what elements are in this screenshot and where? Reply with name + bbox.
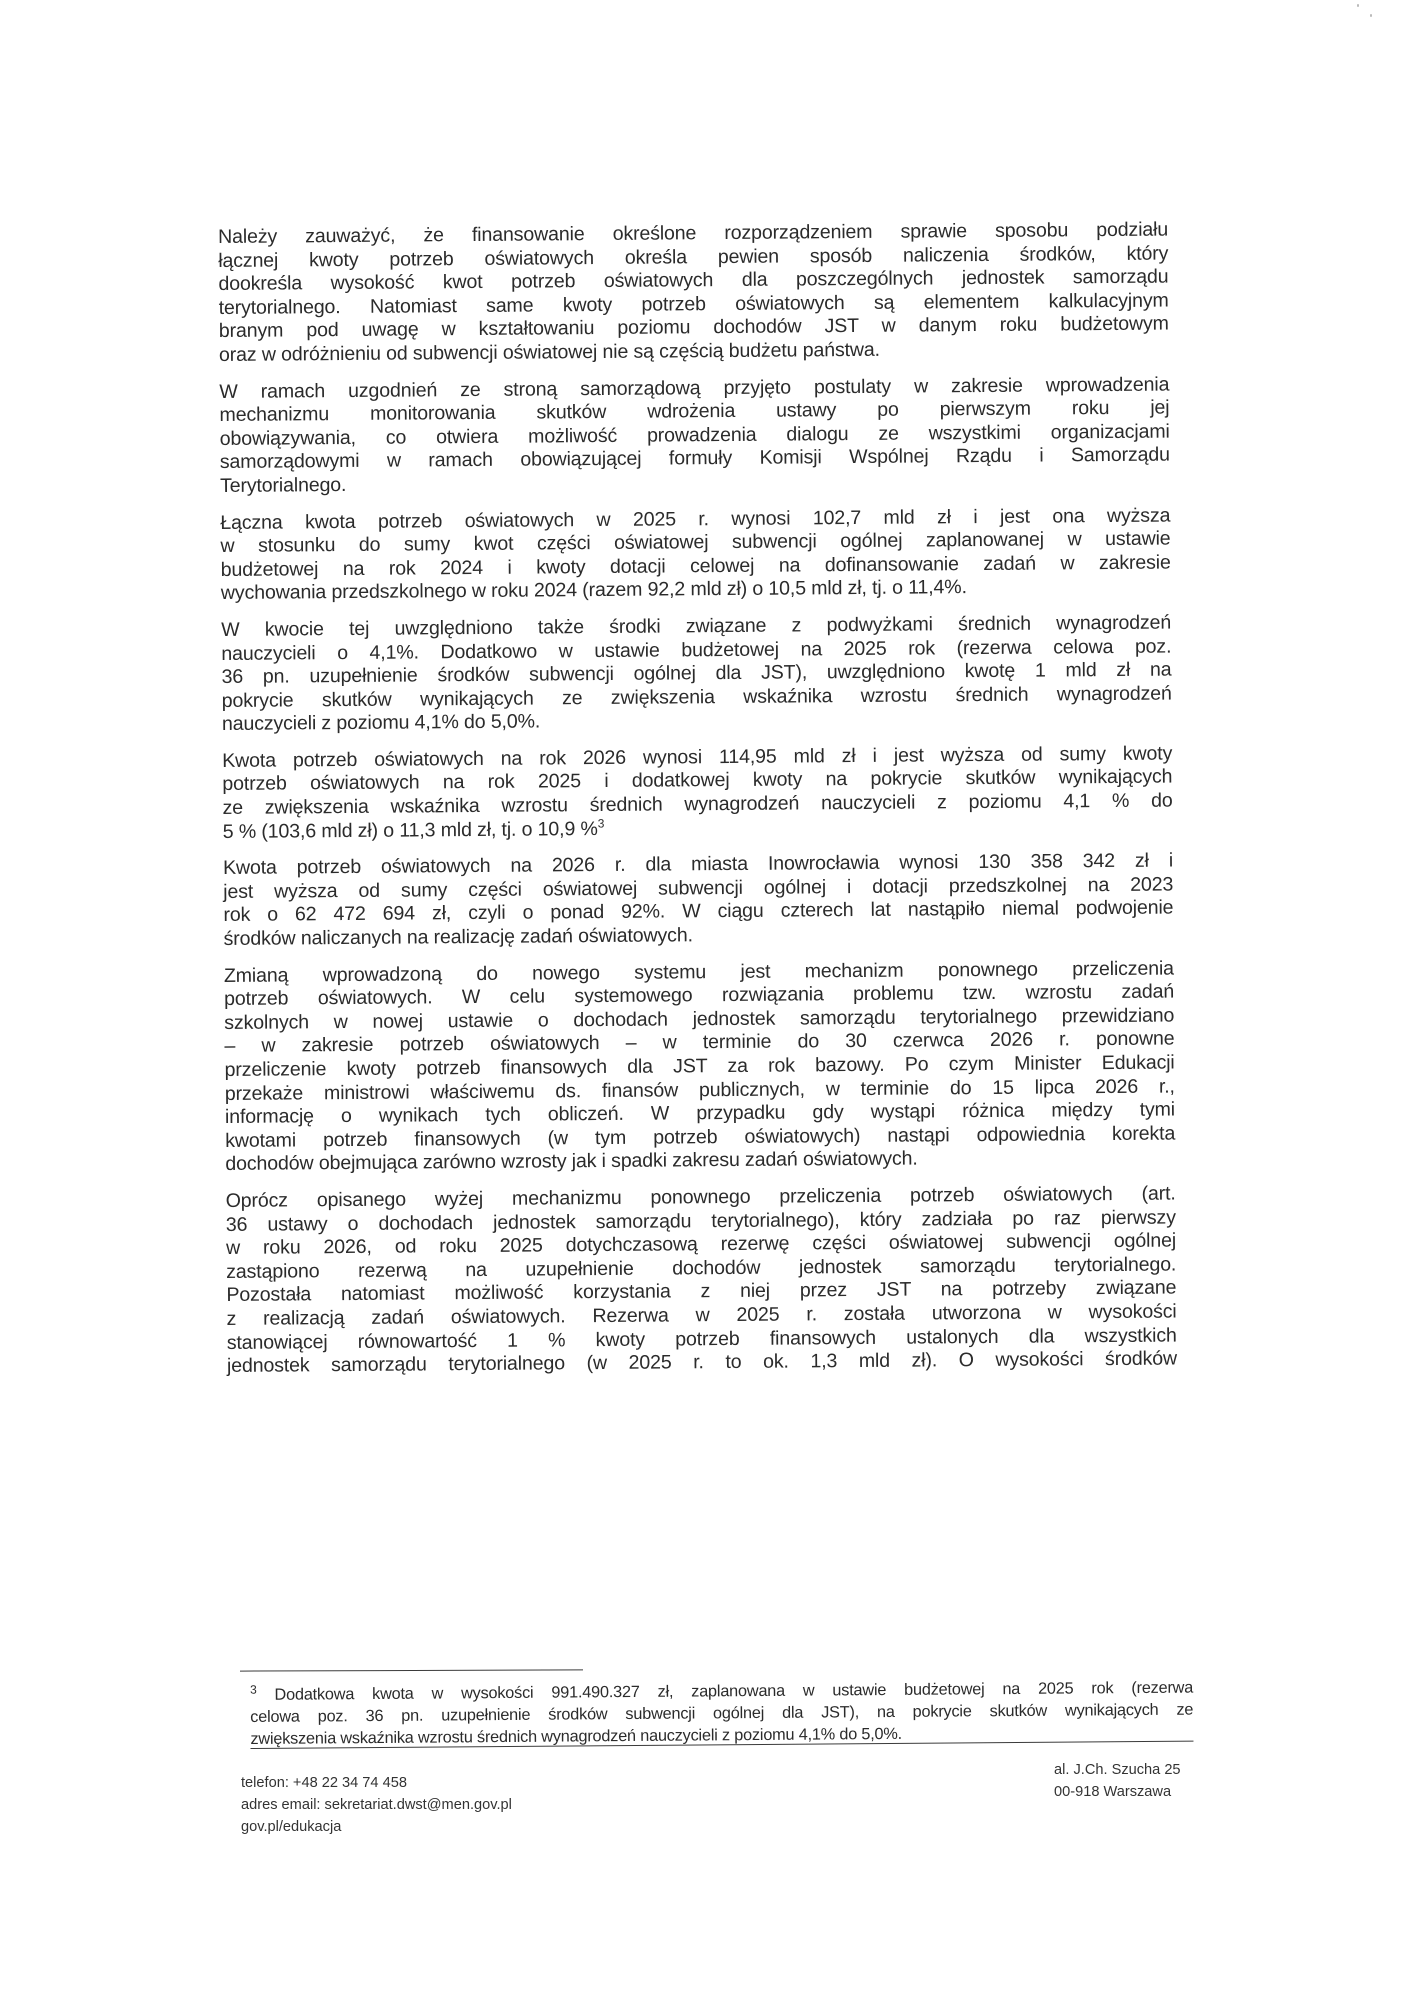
text-line: obowiązywania, co otwiera możliwość prowadzenia dialogu ze wszystkimi organizacjami — [219, 420, 1170, 450]
footnote-separator — [240, 1669, 583, 1671]
text-line: informację o wynikach tych obliczeń. W przypadku gdy wystąpi różnica między tymi — [224, 1098, 1176, 1129]
text-line: terytorialnego. Natomiast same kwoty potrzeb oświatowych są elementem kalkulacyjnym — [218, 289, 1169, 319]
text-line: przeliczenie kwoty potrzeb finansowych dla JST za rok bazowy. Po czym Minister Edukacji — [224, 1051, 1175, 1081]
footnote-line: zwiększenia wskaźnika wzrostu średnich wynagrodzeń nauczycieli z poziomu 4,1% do 5,0%. — [250, 1724, 903, 1748]
text-line: stanowiącej równowartość 1 % kwoty potrzeb finansowych ustalonych dla wszystkich — [226, 1324, 1177, 1354]
text-line: mechanizmu monitorowania skutków wdrożenia ustawy po pierwszym roku jej — [219, 396, 1170, 427]
text-line: przekaże ministrowi właściwemu ds. finansów publicznych, w terminie do 15 lipca 2026 r., — [224, 1075, 1175, 1105]
paragraph-funding-note — [218, 219, 1169, 368]
scan-artifact — [1370, 14, 1372, 17]
paragraph-total-2026 — [222, 742, 1173, 844]
text-line: oraz w odróżnieniu od subwencji oświatowej nie są częścią budżetu państwa. — [218, 338, 880, 366]
text-line: Należy zauważyć, że finansowanie określone rozporządzeniem sprawie sposobu podziału — [218, 218, 1169, 248]
body-text — [218, 219, 1177, 1392]
text-line: nauczycieli o 4,1%. Dodatkowo w ustawie budżetowej na 2025 rok (rezerwa celowa poz. — [221, 635, 1172, 665]
paragraph-inowroclaw — [223, 850, 1174, 952]
text-line: dookreśla wysokość kwot potrzeb oświatowych dla poszczególnych jednostek samorządu — [218, 265, 1169, 296]
text-line: potrzeb oświatowych na rok 2025 i dodatkowej kwoty na pokrycie skutków wynikających — [222, 765, 1173, 796]
paragraph-total-2025 — [220, 504, 1171, 606]
footer-address — [1054, 1759, 1181, 1803]
text-line: W kwocie tej uwzględniono także środki związane z podwyżkami średnich wynagrodzeń — [221, 611, 1172, 641]
footnote-marker: 3 — [249, 1682, 257, 1697]
text-line-content: 5 % (103,6 mld zł) o 11,3 mld zł, tj. o 10,9 % — [222, 817, 598, 843]
text-line: dochodów obejmująca zarówno wzrosty jak i spadki zakresu zadań oświatowych. — [225, 1147, 918, 1176]
footnote-line: celowa poz. 36 pn. uzupełnienie środków subwencji ogólnej dla JST), na pokrycie skutków wynikających ze — [250, 1700, 1194, 1726]
paragraph-recalculation — [224, 957, 1176, 1177]
text-line: Łączna kwota potrzeb oświatowych w 2025 r. wynosi 102,7 mld zł i jest ona wyższa — [220, 504, 1171, 534]
text-line: 36 ustawy o dochodach jednostek samorządu terytorialnego), który zadziała po raz pierwszy — [225, 1206, 1176, 1236]
text-line: budżetowej na rok 2024 i kwoty dotacji celowej na dofinansowanie zadań w zakresie — [220, 551, 1171, 581]
text-line: wychowania przedszkolnego w roku 2024 (razem 92,2 mld zł) o 10,5 mld zł, tj. o 11,4%. — [220, 576, 967, 605]
footer-contact — [241, 1772, 512, 1838]
text-line: z realizacją zadań oświatowych. Rezerwa w 2025 r. została utworzona w wysokości — [226, 1300, 1177, 1330]
text-line: w stosunku do sumy kwot części oświatowej subwencji ogólnej zaplanowanej w ustawie — [220, 527, 1171, 558]
footnote — [250, 1677, 1193, 1750]
text-line: nauczycieli z poziomu 4,1% do 5,0%. — [221, 710, 541, 736]
footnote-reference[interactable]: 3 — [597, 816, 605, 831]
text-line: w roku 2026, od roku 2025 dotychczasową rezerwę części oświatowej subwencji ogólnej — [225, 1229, 1177, 1260]
paragraph-reserve — [226, 1182, 1177, 1378]
text-line: Kwota potrzeb oświatowych na 2026 r. dla miasta Inowrocławia wynosi 130 358 342 zł i — [222, 849, 1174, 880]
text-line: branym pod uwagę w kształtowaniu poziomu dochodów JST w danym roku budżetowym — [218, 312, 1169, 343]
text-line: Terytorialnego. — [219, 473, 347, 497]
footer-email[interactable]: adres email: sekretariat.dwst@men.gov.pl — [241, 1797, 512, 1813]
text-line: Zmianą wprowadzoną do nowego systemu jest mechanizm ponownego przeliczenia — [223, 957, 1174, 987]
text-line: szkolnych w nowej ustawie o dochodach jednostek samorządu terytorialnego przewidziano — [224, 1004, 1175, 1034]
address-city: 00-918 Warszawa — [1054, 1784, 1172, 1800]
footer-phone: telefon: +48 22 34 74 458 — [241, 1775, 407, 1791]
text-line: potrzeb oświatowych. W celu systemowego rozwiązania problemu tzw. wzrostu zadań — [223, 980, 1175, 1011]
text-line: łącznej kwoty potrzeb oświatowych określa pewien sposób naliczenia środków, który — [218, 242, 1169, 272]
text-line: Pozostała natomiast możliwość korzystania z niej przez JST na potrzeby związane — [226, 1276, 1177, 1307]
text-line: W ramach uzgodnień ze stroną samorządową przyjęto postulaty w zakresie wprowadzenia — [219, 373, 1170, 403]
paragraph-salary-increase — [221, 611, 1172, 736]
footnote-text: Dodatkowa kwota w wysokości 991.490.327 zł, zaplanowana w ustawie budżetowej na 2025 rok (rezerwa — [274, 1678, 1194, 1704]
paragraph-agreements — [219, 373, 1170, 498]
scan-artifact — [1357, 4, 1359, 7]
text-line: pokrycie skutków wynikających ze zwiększenia wskaźnika wzrostu średnich wynagrodzeń — [221, 682, 1172, 712]
text-line: jest wyższa od sumy części oświatowej subwencji ogólnej i dotacji przedszkolnej na 2023 — [223, 873, 1174, 903]
text-line: 36 pn. uzupełnienie środków subwencji ogólnej dla JST), uwzględniono kwotę 1 mld zł na — [221, 658, 1172, 689]
footer-website[interactable]: gov.pl/edukacja — [241, 1819, 342, 1835]
text-line: zastąpiono rezerwą na uzupełnienie dochodów jednostek samorządu terytorialnego. — [226, 1253, 1177, 1283]
text-line: ze zwiększenia wskaźnika wzrostu średnich wynagrodzeń nauczycieli z poziomu 4,1 % do — [222, 789, 1173, 820]
address-street: al. J.Ch. Szucha 25 — [1054, 1762, 1181, 1778]
text-line: jednostek samorządu terytorialnego (w 2025 r. to ok. 1,3 mld zł). O wysokości środków — [226, 1347, 1178, 1378]
text-line: Kwota potrzeb oświatowych na rok 2026 wynosi 114,95 mld zł i jest wyższa od sumy kwoty — [222, 742, 1173, 772]
text-line: – w zakresie potrzeb oświatowych – w terminie do 30 czerwca 2026 r. ponowne — [224, 1027, 1175, 1058]
text-line: rok o 62 472 694 zł, czyli o ponad 92%. W ciągu czterech lat nastąpiło niemal podwojenie — [223, 896, 1174, 927]
text-line: kwotami potrzeb finansowych (w tym potrzeb oświatowych) nastąpi odpowiednia korekta — [225, 1122, 1176, 1152]
text-line: samorządowymi w ramach obowiązującej formuły Komisji Wspólnej Rządu i Samorządu — [219, 443, 1170, 474]
text-line: Oprócz opisanego wyżej mechanizmu ponownego przeliczenia potrzeb oświatowych (art. — [225, 1182, 1176, 1212]
text-line: środków naliczanych na realizację zadań oświatowych. — [223, 924, 693, 951]
